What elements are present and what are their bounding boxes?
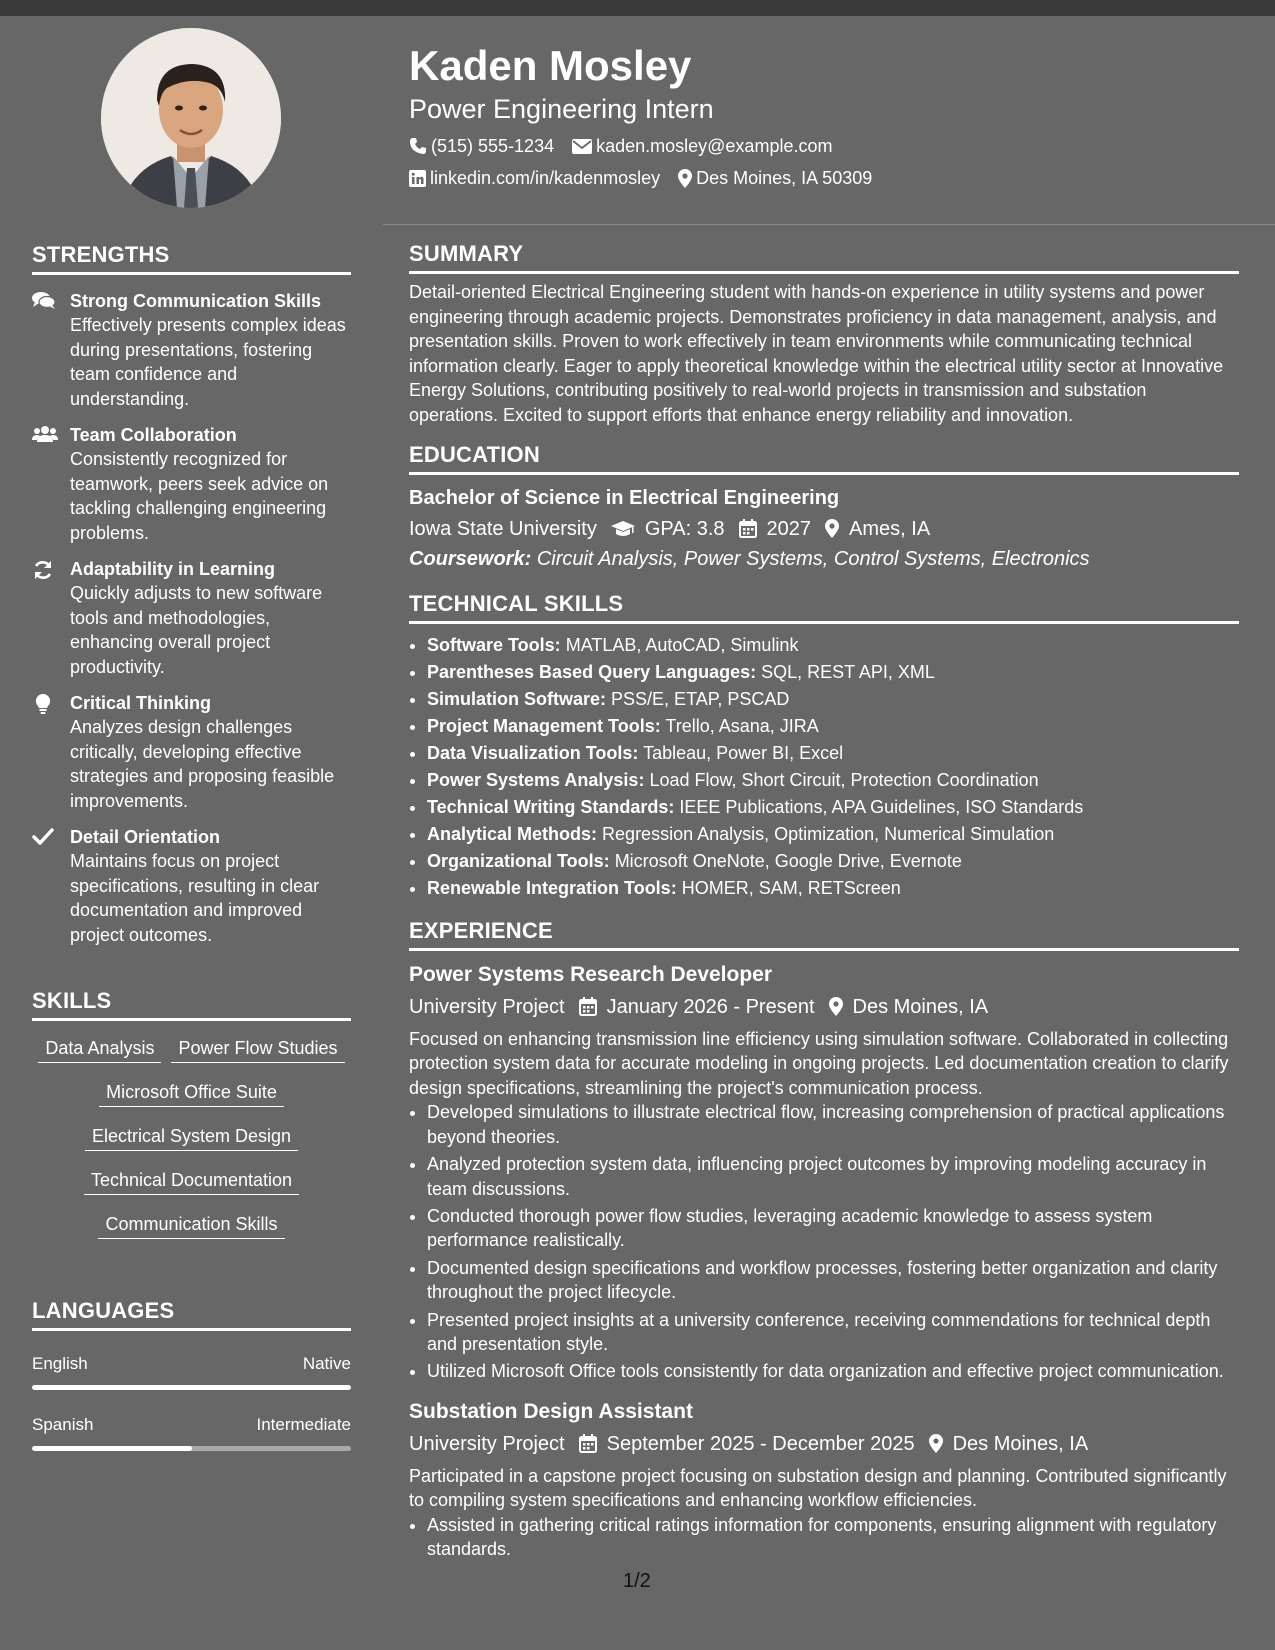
skill-label: Organizational Tools:: [427, 850, 610, 871]
list-item: • Analyzed protection system data, influencing project outcomes by improving modeling accuracy in team discussions.: [427, 1152, 1239, 1201]
list-item: [427, 632, 1239, 659]
gpa-text: GPA: 3.8: [644, 517, 725, 540]
list-item: • Documented design specifications and workflow processes, fostering better organization and clarity throughout the project lifecycle.: [427, 1256, 1239, 1305]
skill-value: Trello, Asana, JIRA: [665, 715, 819, 736]
skill-value: IEEE Publications, APA Guidelines, ISO Standards: [679, 796, 1084, 817]
skill-value: MATLAB, AutoCAD, Simulink: [565, 634, 799, 655]
map-pin-icon: [929, 1434, 943, 1453]
skill-value: Microsoft OneNote, Google Drive, Evernote: [614, 850, 962, 871]
technical-skills-title: TECHNICAL SKILLS: [409, 591, 1239, 624]
strength-item: [32, 423, 351, 545]
main-column: [409, 241, 1239, 1565]
calendar-icon: [739, 519, 757, 538]
coursework-label: Coursework:: [409, 547, 532, 570]
list-item: • Assisted in gathering critical ratings information for components, ensuring alignment with regulatory standards.: [427, 1513, 1239, 1562]
envelope-icon: [572, 139, 592, 154]
language-level: Intermediate: [256, 1415, 351, 1434]
skill-label: Power Systems Analysis:: [427, 769, 645, 790]
job-org-text: University Project: [409, 1432, 565, 1455]
check-icon: [32, 825, 70, 947]
job-summary: Participated in a capstone project focusing on substation design and planning. Contributed significantly to compiling system specifications and enhancing workflow efficiencies.: [409, 1465, 1227, 1511]
calendar-icon: [579, 1434, 597, 1453]
education-location: [825, 515, 930, 543]
skill-value: PSS/E, ETAP, PSCAD: [611, 688, 790, 709]
job-location: [929, 1430, 1089, 1458]
users-icon: [32, 423, 70, 545]
linkedin-contact[interactable]: [409, 166, 660, 190]
job-title: Power Systems Research Developer: [409, 962, 773, 986]
language-proficiency-bar: [32, 1446, 351, 1451]
skill-tag: Electrical System Design: [85, 1125, 298, 1151]
skill-value: Load Flow, Short Circuit, Protection Coordination: [649, 769, 1039, 790]
summary-section: [409, 241, 1239, 428]
language-item: [32, 1353, 351, 1390]
language-proficiency-fill: [32, 1446, 192, 1451]
skill-label: Software Tools:: [427, 634, 561, 655]
year-text: 2027: [766, 517, 812, 540]
skills-title: SKILLS: [32, 988, 351, 1021]
strength-item: [32, 557, 351, 679]
phone-text: (515) 555-1234: [431, 136, 555, 156]
language-name: Spanish: [32, 1415, 94, 1434]
education-meta: [409, 515, 1239, 543]
job-org: [409, 1430, 565, 1458]
graduation-cap-icon: [611, 520, 635, 538]
job-summary: Focused on enhancing transmission line efficiency using simulation software. Collaborated in collecting protection system data for accurate modeling in ongoing projects. Led documentation creation to clarify design specifications, streamlining the project's communication process.: [409, 1028, 1229, 1098]
contact-line: [409, 134, 1239, 158]
strength-desc: Analyzes design challenges critically, developing effective strategies and proposing feasible improvements.: [70, 717, 335, 811]
phone-icon: [409, 137, 427, 155]
skill-tag: Communication Skills: [98, 1213, 284, 1239]
skill-pills: [32, 1037, 351, 1257]
skill-label: Data Visualization Tools:: [427, 742, 639, 763]
job-bullets: [409, 1100, 1239, 1383]
candidate-name: Kaden Mosley: [409, 42, 692, 89]
strength-desc: Maintains focus on project specifications, resulting in clear documentation and improved project outcomes.: [70, 851, 320, 945]
skill-tag: Technical Documentation: [84, 1169, 299, 1195]
strengths-title: STRENGTHS: [32, 242, 351, 275]
list-item: • Developed simulations to illustrate electrical flow, increasing comprehension of practical applications beyond theories.: [427, 1100, 1239, 1149]
linkedin-text: linkedin.com/in/kadenmosley: [430, 168, 661, 188]
list-item: [427, 875, 1239, 902]
job-meta: [409, 993, 1239, 1021]
coursework: [409, 545, 1239, 573]
job-bullets: [409, 1513, 1239, 1562]
skill-value: SQL, REST API, XML: [761, 661, 935, 682]
strength-desc: Effectively presents complex ideas during presentations, fostering team confidence and understanding.: [70, 315, 346, 409]
skill-label: Simulation Software:: [427, 688, 607, 709]
education-location-text: Ames, IA: [849, 517, 931, 540]
email-contact[interactable]: [572, 134, 832, 158]
education-title: EDUCATION: [409, 442, 1239, 475]
map-pin-icon: [825, 519, 839, 538]
language-name: English: [32, 1354, 88, 1373]
school-name: [409, 515, 597, 543]
strength-desc: Quickly adjusts to new software tools and methodologies, enhancing overall project productivity.: [70, 583, 323, 677]
list-item: • Conducted thorough power flow studies, leveraging academic knowledge to assess system performance realistically.: [427, 1204, 1239, 1253]
list-item: • Presented project insights at a university conference, receiving commendations for technical depth and presentation style.: [427, 1308, 1239, 1357]
phone-contact[interactable]: [409, 134, 554, 158]
strength-title: Strong Communication Skills: [70, 291, 322, 311]
job-location-text: Des Moines, IA: [852, 995, 989, 1018]
language-proficiency-fill: [32, 1385, 351, 1390]
skill-value: Regression Analysis, Optimization, Numerical Simulation: [602, 823, 1055, 844]
strengths-section: [32, 242, 351, 947]
summary-title: SUMMARY: [409, 241, 1239, 274]
skill-tag: Power Flow Studies: [171, 1037, 344, 1063]
list-item: [427, 713, 1239, 740]
email-text: kaden.mosley@example.com: [596, 136, 833, 156]
coursework-list: Circuit Analysis, Power Systems, Control Systems, Electronics: [536, 547, 1090, 570]
technical-skills-section: [409, 591, 1239, 902]
skill-tag: Data Analysis: [38, 1037, 161, 1063]
experience-section: [409, 918, 1239, 1562]
job-dates: [579, 1430, 915, 1458]
job-meta: [409, 1430, 1239, 1458]
language-level: Native: [302, 1354, 351, 1373]
list-item: [427, 659, 1239, 686]
job-location: [829, 993, 989, 1021]
strength-item: [32, 289, 351, 411]
languages-section: [32, 1298, 351, 1451]
summary-text: Detail-oriented Electrical Engineering student with hands-on experience in utility systems and power engineering through academic projects. Demonstrates proficiency in data management, analysis, and presentation skills. Proven to work effectively in team environments while communicating technical information clearly. Eager to apply theoretical knowledge within the electrical utility sector at Innovative Energy Solutions, contributing positively to real-world projects in transmission and substation operations. Excited to support efforts that enhance energy reliability and innovation.: [409, 282, 1224, 425]
list-item: [427, 686, 1239, 713]
job-title: Substation Design Assistant: [409, 1399, 693, 1423]
strength-item: [32, 691, 351, 813]
skill-label: Project Management Tools:: [427, 715, 661, 736]
job-location-text: Des Moines, IA: [952, 1432, 1089, 1455]
technical-skills-list: [409, 632, 1239, 902]
comments-icon: [32, 289, 70, 411]
map-pin-icon: [678, 169, 692, 188]
skill-label: Parentheses Based Query Languages:: [427, 661, 757, 682]
skill-label: Renewable Integration Tools:: [427, 877, 677, 898]
job-org: [409, 993, 565, 1021]
lightbulb-icon: [32, 691, 70, 813]
strength-title: Adaptability in Learning: [70, 559, 276, 579]
degree-name: Bachelor of Science in Electrical Engineering: [409, 486, 840, 509]
skill-tag: Microsoft Office Suite: [99, 1081, 284, 1107]
language-item: [32, 1414, 351, 1451]
skill-value: Tableau, Power BI, Excel: [643, 742, 844, 763]
linkedin-icon: [409, 170, 426, 187]
strength-title: Team Collaboration: [70, 425, 237, 445]
skill-label: Analytical Methods:: [427, 823, 598, 844]
job-dates-text: September 2025 - December 2025: [606, 1432, 915, 1455]
graduation-year: [739, 515, 812, 543]
list-item: • Utilized Microsoft Office tools consistently for data organization and effective project communication.: [427, 1359, 1239, 1383]
resume-header: [409, 40, 1239, 190]
list-item: [427, 848, 1239, 875]
education-section: [409, 442, 1239, 573]
job-org-text: University Project: [409, 995, 565, 1018]
header-divider: [383, 224, 1275, 225]
experience-title: EXPERIENCE: [409, 918, 1239, 951]
list-item: [427, 794, 1239, 821]
skill-value: HOMER, SAM, RETScreen: [681, 877, 901, 898]
job-dates: [579, 993, 815, 1021]
page-number: 1/2: [623, 1570, 651, 1592]
skills-section: [32, 988, 351, 1257]
list-item: [427, 740, 1239, 767]
contact-line: [409, 166, 1239, 190]
candidate-role: Power Engineering Intern: [409, 94, 714, 124]
list-item: [427, 767, 1239, 794]
profile-photo: [101, 28, 281, 208]
skill-label: Technical Writing Standards:: [427, 796, 675, 817]
language-proficiency-bar: [32, 1385, 351, 1390]
location-contact: [678, 166, 872, 190]
top-bar: [0, 0, 1275, 16]
strength-desc: Consistently recognized for teamwork, peers seek advice on tackling challenging engineering problems.: [70, 449, 329, 543]
sync-icon: [32, 557, 70, 679]
list-item: [427, 821, 1239, 848]
calendar-icon: [579, 997, 597, 1016]
strength-item: [32, 825, 351, 947]
map-pin-icon: [829, 997, 843, 1016]
strength-title: Critical Thinking: [70, 693, 212, 713]
gpa-item: [611, 515, 725, 543]
strength-title: Detail Orientation: [70, 827, 221, 847]
location-text: Des Moines, IA 50309: [696, 168, 873, 188]
school-text: Iowa State University: [409, 517, 597, 540]
job-dates-text: January 2026 - Present: [606, 995, 815, 1018]
languages-title: LANGUAGES: [32, 1298, 351, 1331]
